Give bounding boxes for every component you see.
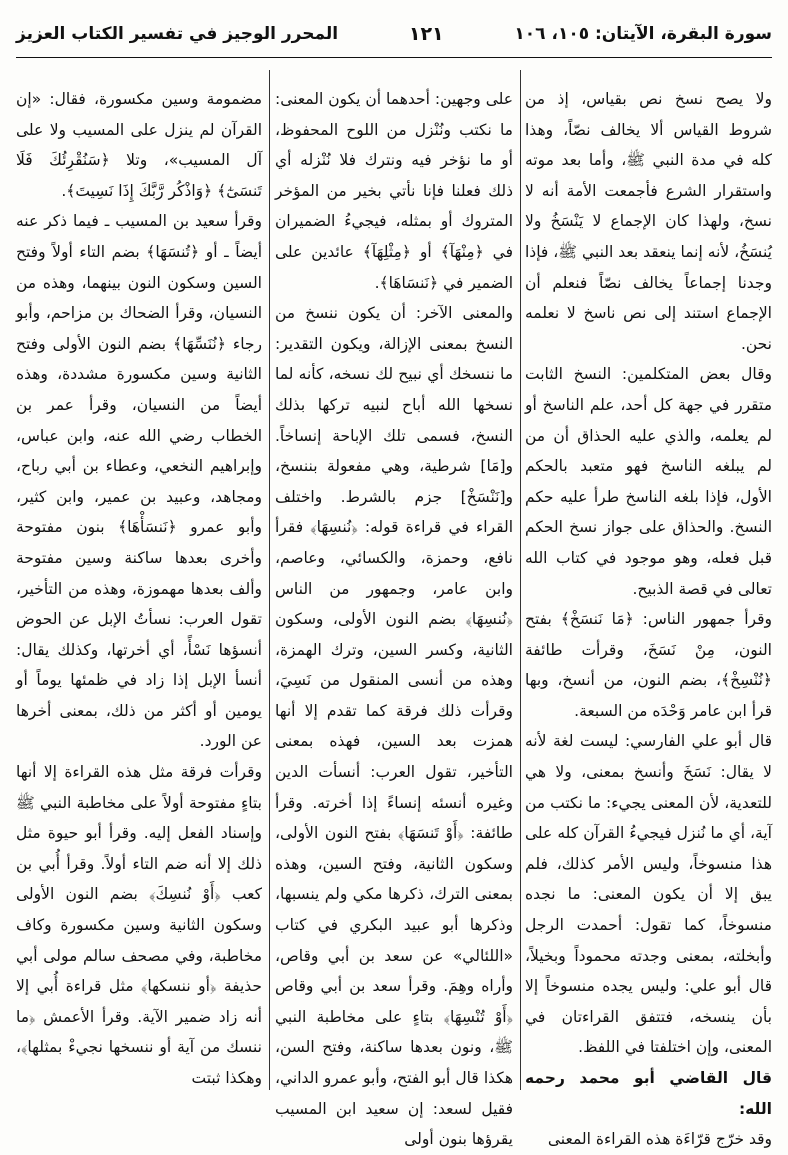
paragraph: وقرأ سعيد بن المسيب ـ فيما ذكر عنه أيضاً ـ أو ﴿تُنسَهَا﴾ بضم التاء أولاً وفتح السين وسكون النون بينهما، وهذه من النسيان، وقرأ الضحاك بن مزاحم، وأبو رجاء ﴿نُنَسِّهَا﴾ بضم النون الأولى وفتح الثانية وسين مكسورة مشددة، وهذه أيضاً من النسيان، وقرأ عمر بن الخطاب رضي الله عنه، وابن عباس، وإبراهيم النخعي، وعطاء بن أبي رباح، ومجاهد، وعبيد بن عمير، وابن كثير، وأبو عمرو ﴿نَنسَأْهَا﴾ بنون مفتوحة وأخرى بعدها ساكنة وسين مفتوحة وألف بعدها مهموزة، وهذه من التأخير، تقول العرب: نسأتُ الإبل عن الحوض أنسؤها نَسْأً، أي أخرتها، وكذلك يقال: أنسأ الإبل إذا زاد في ظمئها يوماً أو يومين أو أكثر من ذلك، بمعنى أخرها عن الورد.	[16, 212, 262, 751]
paragraph: وقال بعض المتكلمين: النسخ الثابت متقرر في جهة كل أحد، علم الناسخ أو لم يعلمه، والذي عليه الحذاق أن من لم يبلغه الناسخ فهو متعبد بالحكم الأول، فإذا بلغه الناسخ طرأ عليه حكم النسخ. والحذاق على جواز نسخ الحكم قبل فعله، وهو موجود في كتاب الله تعالى في قصة الذبيح.	[525, 365, 772, 598]
paragraph: وقرأ جمهور الناس: ﴿مَا نَنسَخْ﴾ بفتح النون، مِنْ نَسَخَ، وقرأت طائفة ﴿نُنْسِخْ﴾، بضم النون، من أنسخ، وبها قرأ ابن عامر وَحْدَه من السبعة.	[525, 610, 772, 720]
paragraph: قال أبو علي الفارسي: ليست لغة لأنه لا يقال: نَسَخَ وأنسخ بمعنى، ولا هي للتعدية، لأن المعنى يجيء: ما نكتب من آية، أي ما نُنزل فيجيءُ القرآن كله على هذا منسوخاً، وليس الأمر كذلك، فلم يبق إلا أن يكون المعنى: ما نجده منسوخاً، كما تقول: أحمدت الرجل وأبخلته، بمعنى وجدته محموداً وبخيلاً، قال أبو علي: وليس يجده منسوخاً إلا بأن ينسخه، فتتفق القراءتان في المعنى، وإن اختلفتا في اللفظ.	[525, 732, 772, 1057]
paragraph: ولا يصح نسخ نص بقياس، إذ من شروط القياس ألا يخالف نصّاً، وهذا كله في مدة النبي ﷺ، وأما بعد موته واستقرار الشرع فأجمعت الأمة أنه لا نسخ، ولهذا كان الإجماع لا يَنْسَخُ ولا يُنسَخُ، لأنه إنما ينعقد بعد النبي ﷺ، فإذا وجدنا إجماعاً يخالف نصّاً فنعلم أن الإجماع استند إلى نص ناسخ لا نعلمه نحن.	[525, 90, 772, 353]
paragraph-heading: قال القاضي أبو محمد رحمه الله:	[525, 1069, 772, 1118]
paragraph: وقد خرّج قرّاءَة هذه القراءة المعنى	[547, 1130, 772, 1149]
paragraph: وقرأت فرقة مثل هذه القراءة إلا أنها بتاءٍ مفتوحة أولاً على مخاطبة النبي ﷺ وإسناد الفعل إليه. وقرأ أبو حيوة مثل ذلك إلا أنه ضم التاء أولاً. وقرأ أُبي بن كعب ﴿أَوْ نُنسِكَ﴾ بضم النون الأولى وسكون الثانية وسين مكسورة وكاف مخاطبة، وفي مصحف سالم مولى أبي حذيفة ﴿أو ننسكها﴾ مثل قراءة أُبي إلا أنه زاد ضمير الآية. وقرأ الأعمش ﴿ما ننسك من آية أو ننسخها نجيءْ بمثلها﴾، وهكذا ثبتت	[16, 763, 262, 1087]
text-column-left	[16, 84, 262, 1087]
text-column-right	[525, 84, 772, 1149]
page-number: ١٢١	[408, 23, 444, 45]
paragraph: والمعنى الآخر: أن يكون ننسخ من النسخ بمعنى الإزالة، ويكون التقدير: ما ننسخك أي نبيح لك نسخه، كأنه لما نسخها الله أباح لنبيه تركها بذلك النسخ، فسمى تلك الإباحة إنساخاً. و[مَا] شرطية، وهي مفعولة بننسخ، و[نَنْسَخْ] جزم بالشرط. واختلف القراء في قراءة قوله: ﴿نُنسِهَا﴾ فقرأ نافع، وحمزة، والكسائي، وعاصم، وابن عامر، وجمهور من الناس ﴿نُنسِهَا﴾ بضم النون الأولى، وسكون الثانية، وكسر السين، وترك الهمزة، وهذه من أنسى المنقول من نَسِيَ، وقرأت ذلك فرقة كما تقدم إلا أنها همزت بعد السين، فهذه بمعنى التأخير، تقول العرب: أنسأت الدين وغيره أنسئه إنساءً إذا أخرته. وقرأ طائفة: ﴿أَوْ تَنسَهَا﴾ بفتح النون الأولى، وسكون الثانية، وفتح السين، وهذه بمعنى الترك، ذكرها مكي ولم ينسبها، وذكرها أبو عبيد البكري في كتاب «اللئالي» عن سعد بن أبي وقاص، وأراه وهِمَ. وقرأ سعد بن أبي وقاص ﴿أَوْ تُنْسِهَا﴾ بتاءٍ على مخاطبة النبي ﷺ، ونون بعدها ساكنة، وفتح السن، هكذا قال أبو الفتح، وأبو عمرو الداني، فقيل لسعد: إن سعيد ابن المسيب يقرؤها بنون أولى	[275, 304, 513, 1149]
header-rule	[16, 57, 772, 58]
text-column-middle	[275, 84, 513, 1149]
column-divider	[520, 70, 521, 1090]
paragraph: مضمومة وسين مكسورة، فقال: «إن القرآن لم ينزل على المسيب ولا على آل المسيب»، وتلا ﴿سَنُقْرِئُكَ فَلَا تَنسَىٰٓ﴾ ﴿وَاذْكُر رَّبَّكَ إِذَا نَسِيتَ﴾.	[16, 90, 262, 200]
paragraph: على وجهين: أحدهما أن يكون المعنى: ما نكتب ونُنْزل من اللوح المحفوظ، أو ما نؤخر فيه ونترك فلا نُنْزله أي ذلك فعلنا فإنا نأتي بخير من المؤخر المتروك أو بمثله، فيجيءُ الضميران في ﴿مِنْهَآ﴾ أو ﴿مِثْلِهَآ﴾ عائدين على الضمير في ﴿نَنسَاهَا﴾.	[275, 90, 513, 292]
page-header	[16, 12, 772, 56]
column-divider	[269, 70, 270, 1090]
book-title: المحرر الوجيز في تفسير الكتاب العزيز	[16, 24, 339, 44]
surah-info: سورة البقرة، الآيتان: ١٠٥، ١٠٦	[514, 24, 772, 44]
